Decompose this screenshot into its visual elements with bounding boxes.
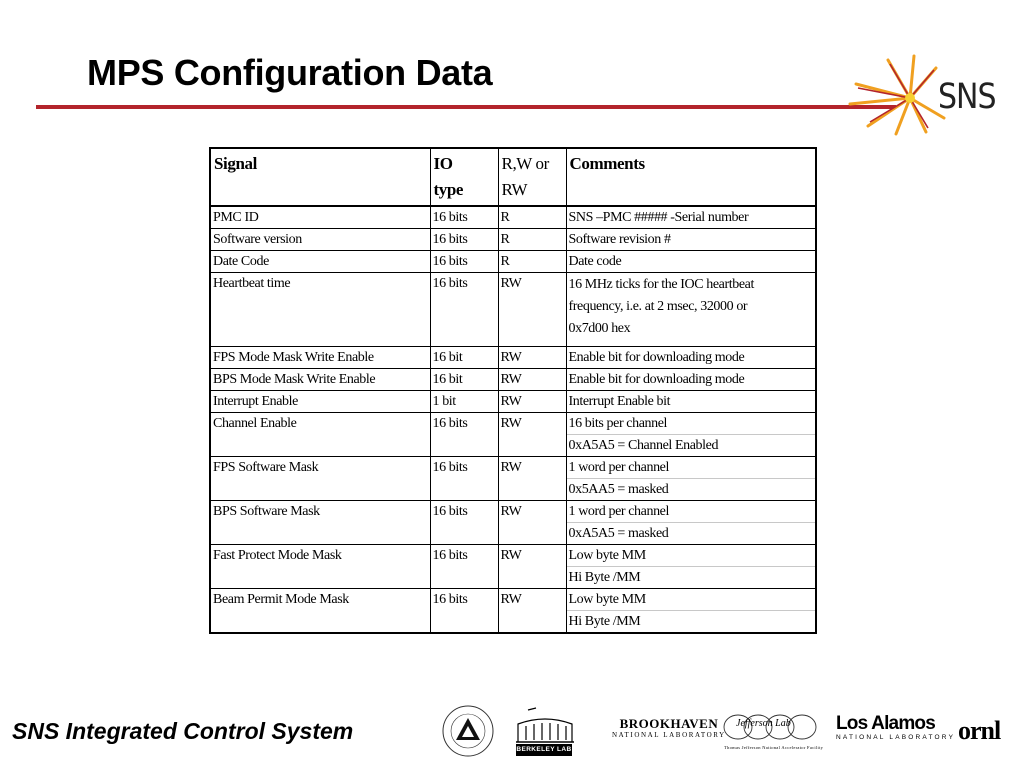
header-rw xyxy=(498,148,566,206)
cell-signal: Heartbeat time xyxy=(210,273,430,347)
table-row xyxy=(210,457,816,501)
cell-comments xyxy=(566,589,816,634)
los-alamos-name: Los Alamos xyxy=(836,713,935,734)
comment-line: Low byte MM xyxy=(568,548,646,563)
cell-rw: RW xyxy=(498,457,566,501)
header-io-line1: IO xyxy=(433,154,453,173)
brookhaven-sub: NATIONAL LABORATORY xyxy=(612,731,726,739)
argonne-logo xyxy=(442,704,494,758)
cell-rw: RW xyxy=(498,369,566,391)
table-row xyxy=(210,251,816,273)
header-rw-line2: RW xyxy=(501,180,528,199)
cell-signal: FPS Software Mask xyxy=(210,457,430,501)
cell-signal: BPS Mode Mask Write Enable xyxy=(210,369,430,391)
table-row xyxy=(210,413,816,457)
cell-io: 16 bit xyxy=(430,369,498,391)
los-alamos-logo xyxy=(836,714,955,741)
table-header-row xyxy=(210,148,816,206)
header-io-type xyxy=(430,148,498,206)
cell-comments: SNS –PMC ##### -Serial number xyxy=(566,206,816,229)
partner-logos xyxy=(440,700,1020,760)
comment-line: 1 word per channel xyxy=(568,504,669,519)
cell-io: 1 bit xyxy=(430,391,498,413)
table-row xyxy=(210,545,816,589)
cell-signal: Beam Permit Mode Mask xyxy=(210,589,430,634)
comment-line: frequency, i.e. at 2 msec, 32000 or xyxy=(568,299,748,314)
comment-line: 0xA5A5 = Channel Enabled xyxy=(567,434,816,456)
cell-signal: PMC ID xyxy=(210,206,430,229)
cell-io: 16 bits xyxy=(430,206,498,229)
brookhaven-logo xyxy=(612,716,726,739)
cell-rw: R xyxy=(498,229,566,251)
table-row xyxy=(210,589,816,634)
berkeley-lab-label: BERKELEY LAB xyxy=(516,744,572,756)
cell-io: 16 bits xyxy=(430,589,498,634)
table-row xyxy=(210,501,816,545)
cell-comments: Software revision # xyxy=(566,229,816,251)
cell-io: 16 bits xyxy=(430,413,498,457)
comment-line: Low byte MM xyxy=(568,592,646,607)
cell-rw: RW xyxy=(498,273,566,347)
sns-starburst-logo xyxy=(848,48,998,138)
cell-rw: RW xyxy=(498,501,566,545)
footer-text: SNS Integrated Control System xyxy=(12,718,354,744)
mps-config-table xyxy=(209,147,817,634)
cell-signal: Fast Protect Mode Mask xyxy=(210,545,430,589)
cell-comments xyxy=(566,545,816,589)
sns-logo-text: SNS xyxy=(938,75,996,117)
comment-line: 0x5AA5 = masked xyxy=(567,478,816,500)
cell-io: 16 bits xyxy=(430,273,498,347)
header-signal: Signal xyxy=(210,148,430,206)
cell-rw: R xyxy=(498,251,566,273)
cell-io: 16 bits xyxy=(430,501,498,545)
comment-line: 1 word per channel xyxy=(568,460,669,475)
table-row xyxy=(210,391,816,413)
cell-io: 16 bits xyxy=(430,229,498,251)
cell-comments: Enable bit for downloading mode xyxy=(566,369,816,391)
berkeley-lab-building-icon xyxy=(514,706,576,744)
cell-signal: BPS Software Mask xyxy=(210,501,430,545)
comment-line: 0xA5A5 = masked xyxy=(567,522,816,544)
table-row xyxy=(210,369,816,391)
jefferson-lab-sub: Thomas Jefferson National Accelerator Facility xyxy=(724,745,824,750)
slide-title: MPS Configuration Data xyxy=(87,52,493,93)
cell-rw: RW xyxy=(498,413,566,457)
cell-comments: Interrupt Enable bit xyxy=(566,391,816,413)
cell-rw: RW xyxy=(498,545,566,589)
cell-signal: Software version xyxy=(210,229,430,251)
comment-line: 16 MHz ticks for the IOC heartbeat xyxy=(568,277,754,292)
cell-comments xyxy=(566,501,816,545)
title-underline xyxy=(36,105,896,109)
header-io-line2: type xyxy=(433,180,464,199)
cell-io: 16 bits xyxy=(430,545,498,589)
table-row xyxy=(210,273,816,347)
cell-signal: FPS Mode Mask Write Enable xyxy=(210,347,430,369)
cell-rw: RW xyxy=(498,589,566,634)
cell-io: 16 bit xyxy=(430,347,498,369)
header-comments: Comments xyxy=(566,148,816,206)
cell-signal: Date Code xyxy=(210,251,430,273)
comment-line: 0x7d00 hex xyxy=(568,321,631,336)
jefferson-lab-name: Jefferson Lab xyxy=(736,718,791,729)
cell-rw: RW xyxy=(498,347,566,369)
cell-comments: Enable bit for downloading mode xyxy=(566,347,816,369)
header-rw-line1: R,W or xyxy=(501,154,549,173)
los-alamos-sub: NATIONAL LABORATORY xyxy=(836,734,956,741)
cell-io: 16 bits xyxy=(430,251,498,273)
table-row xyxy=(210,206,816,229)
cell-io: 16 bits xyxy=(430,457,498,501)
cell-signal: Channel Enable xyxy=(210,413,430,457)
ornl-logo: ornl xyxy=(958,716,1001,745)
comment-line: Hi Byte /MM xyxy=(567,566,816,588)
comment-line: Hi Byte /MM xyxy=(567,610,816,632)
cell-comments xyxy=(566,273,816,347)
cell-rw: RW xyxy=(498,391,566,413)
cell-comments xyxy=(566,413,816,457)
cell-signal: Interrupt Enable xyxy=(210,391,430,413)
cell-comments: Date code xyxy=(566,251,816,273)
comment-line: 16 bits per channel xyxy=(568,416,668,431)
cell-comments xyxy=(566,457,816,501)
table-row xyxy=(210,347,816,369)
cell-rw: R xyxy=(498,206,566,229)
table-row xyxy=(210,229,816,251)
brookhaven-name: BROOKHAVEN xyxy=(619,716,719,731)
